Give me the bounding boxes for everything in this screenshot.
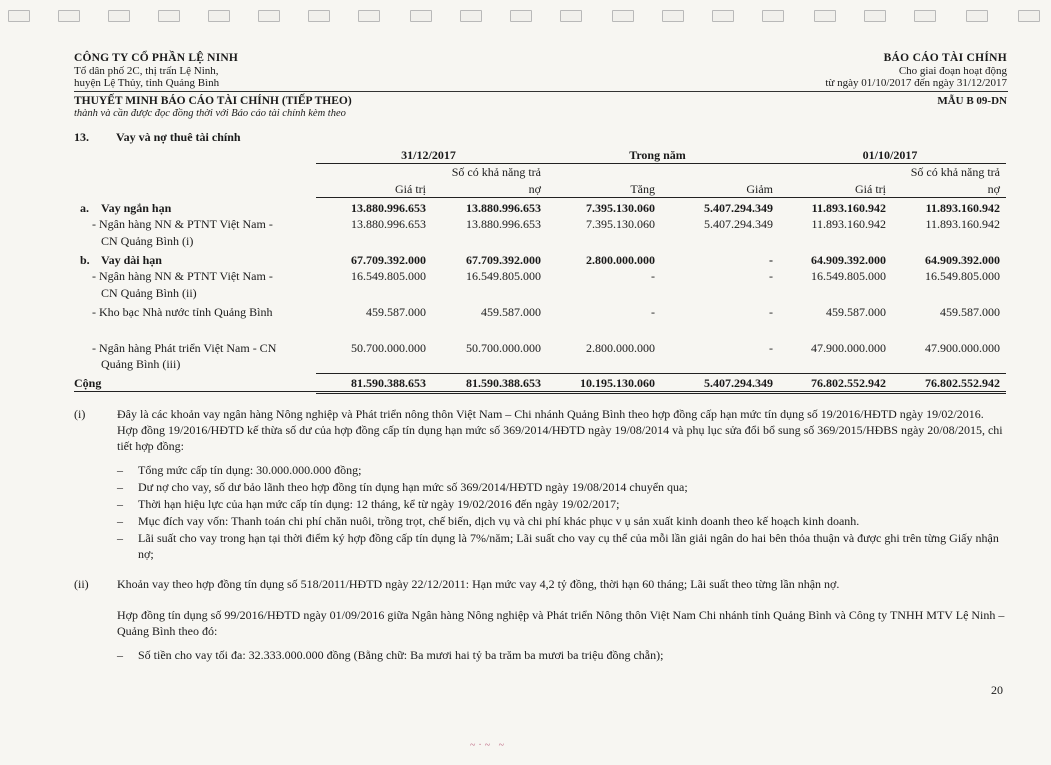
bullet: –: [117, 648, 123, 662]
note-bullet: Mục đích vay vốn: Thanh toán chi phí chăn nuôi, trồng trọt, chế biến, dịch vụ và chi phí khác phục v ụ sản xuất kinh doanh theo kế hoạch kinh doanh.: [138, 514, 860, 528]
cell: 13.880.996.653: [351, 201, 426, 215]
note-marker: (ii): [74, 577, 89, 591]
cell: 11.893.160.942: [925, 217, 1000, 231]
note-paragraph: Khoản vay theo hợp đồng tín dụng số 518/2011/HĐTD ngày 22/12/2011: Hạn mức vay 4,2 tỷ đồng, thời hạn 60 tháng; Lãi suất theo từng lần nhận nợ.: [117, 577, 840, 591]
total-label: Cộng: [74, 376, 102, 390]
cell: 13.880.996.653: [351, 217, 426, 231]
row-name: Quảng Bình (iii): [101, 357, 181, 371]
cell: 64.909.392.000: [811, 253, 886, 267]
row-label: a.: [80, 201, 89, 215]
company-address-1: Tổ dân phố 2C, thị trấn Lệ Ninh,: [74, 64, 219, 77]
cell: 47.900.000.000: [811, 341, 886, 355]
cell: 11.893.160.942: [811, 217, 886, 231]
cell: 16.549.805.000: [811, 269, 886, 283]
col-group-begin: 01/10/2017: [862, 148, 918, 162]
col-value-begin: Giá trị: [855, 182, 886, 196]
cell: 50.700.000.000: [351, 341, 426, 355]
total-rule-bottom-1: [74, 391, 1006, 392]
bullet: –: [117, 463, 123, 477]
note-bullet: Thời hạn hiệu lực của hạn mức cấp tín dụng: 12 tháng, kể từ ngày 19/02/2016 đến ngày 19/02/2017;: [138, 497, 620, 511]
total-rule-bottom-2: [316, 393, 1006, 394]
cell: 5.407.294.349: [704, 201, 773, 215]
bullet: –: [117, 531, 123, 545]
row-name: CN Quảng Bình (ii): [101, 286, 197, 300]
company-address-2: huyện Lệ Thủy, tỉnh Quảng Bình: [74, 77, 220, 89]
cell: 5.407.294.349: [704, 217, 773, 231]
col-group-during: Trong năm: [629, 148, 686, 162]
notes-subtitle: thành và cần được đọc đồng thời với Báo cáo tài chính kèm theo: [74, 108, 346, 119]
cell: 81.590.388.653: [466, 376, 541, 390]
row-name: - Ngân hàng NN & PTNT Việt Nam -: [92, 269, 273, 283]
row-name: - Kho bạc Nhà nước tỉnh Quảng Bình: [92, 305, 273, 319]
cell: 2.800.000.000: [586, 341, 655, 355]
bullet: –: [117, 480, 123, 494]
cell: -: [769, 341, 773, 355]
col-group-end: 31/12/2017: [401, 148, 456, 162]
cell: 16.549.805.000: [925, 269, 1000, 283]
cell: 16.549.805.000: [351, 269, 426, 283]
cell: -: [769, 305, 773, 319]
header-rule-top: [316, 163, 1006, 164]
col-repay-begin-2: nợ: [987, 182, 1000, 196]
cell: 81.590.388.653: [351, 376, 426, 390]
col-repay-1: Số có khả năng trả: [451, 165, 541, 179]
cell: 76.802.552.942: [925, 376, 1000, 390]
row-title: Vay ngắn hạn: [101, 201, 172, 215]
cell: 459.587.000: [366, 305, 426, 319]
form-code: MẪU B 09-DN: [937, 95, 1007, 107]
cell: 47.900.000.000: [925, 341, 1000, 355]
cell: -: [769, 253, 773, 267]
cell: 459.587.000: [481, 305, 541, 319]
cell: 13.880.996.653: [466, 217, 541, 231]
note-marker: (i): [74, 407, 86, 421]
note-bullet: Lãi suất cho vay trong hạn tại thời điểm ký hợp đồng cấp tín dụng là 7%/năm; Lãi suất cho vay cụ thể của mỗi lần giải ngân do hai bên thỏa thuận và được ghi trên từng Giấy nhận nợ;: [138, 531, 999, 561]
row-title: Vay dài hạn: [101, 253, 162, 267]
col-repay-2: nợ: [528, 182, 541, 196]
cell: 459.587.000: [826, 305, 886, 319]
cell: 16.549.805.000: [466, 269, 541, 283]
col-repay-begin-1: Số có khả năng trả: [910, 165, 1000, 179]
company-name: CÔNG TY CỔ PHẦN LỆ NINH: [74, 52, 239, 64]
cell: 67.709.392.000: [466, 253, 541, 267]
col-decrease: Giảm: [746, 182, 773, 196]
cell: 50.700.000.000: [466, 341, 541, 355]
cell: 2.800.000.000: [586, 253, 655, 267]
cell: 459.587.000: [940, 305, 1000, 319]
note-paragraph: Hợp đồng tín dụng số 99/2016/HĐTD ngày 01/09/2016 giữa Ngân hàng Nông nghiệp và Phát triển Nông thôn Việt Nam Chi nhánh tỉnh Quảng Bình và Công ty TNHH MTV Lệ Ninh – Quảng Bình theo đó:: [117, 608, 1005, 638]
cell: -: [769, 269, 773, 283]
section-number: 13.: [74, 130, 89, 144]
cell: 5.407.294.349: [704, 376, 773, 390]
col-value: Giá trị: [395, 182, 426, 196]
note-bullet: Dư nợ cho vay, số dư bảo lãnh theo hợp đồng tín dụng hạn mức số 369/2014/HĐTD ngày 19/08/2014 chuyển qua;: [138, 480, 688, 494]
cell: -: [651, 305, 655, 319]
scan-artifact: ~·~ ~: [470, 740, 508, 751]
cell: 67.709.392.000: [351, 253, 426, 267]
bullet: –: [117, 497, 123, 511]
row-name: - Ngân hàng Phát triển Việt Nam - CN: [92, 341, 277, 355]
header-rule-bottom: [316, 197, 1006, 198]
notes-title: THUYẾT MINH BÁO CÁO TÀI CHÍNH (TIẾP THEO): [74, 95, 352, 107]
cell: 7.395.130.060: [586, 201, 655, 215]
cell: -: [651, 269, 655, 283]
binder-strip: [0, 10, 1051, 24]
report-title: BÁO CÁO TÀI CHÍNH: [883, 52, 1007, 64]
report-header: [825, 52, 1007, 90]
cell: 7.395.130.060: [586, 217, 655, 231]
bullet: –: [117, 514, 123, 528]
note-bullet: Số tiền cho vay tối đa: 32.333.000.000 đồng (Bằng chữ: Ba mươi hai tỷ ba trăm ba mươi ba triệu đồng chẵn);: [138, 648, 664, 662]
cell: 11.893.160.942: [925, 201, 1000, 215]
header-divider: [74, 91, 1008, 92]
cell: 10.195.130.060: [580, 376, 655, 390]
col-increase: Tăng: [630, 182, 655, 196]
note-paragraph: Đây là các khoản vay ngân hàng Nông nghiệp và Phát triển nông thôn Việt Nam – Chi nhánh Quảng Bình theo hợp đồng cấp hạn mức tín dụng số 19/2016/HĐTD ngày 19/02/2016. Hợp đồng 19/2016/HĐTD kế thừa số dư của hợp đồng cấp tín dụng hạn mức số 369/2014/HĐTD ngày 19/08/2014 và phụ lục sửa đổi bổ sung số 369/2015/HĐBS ngày 20/08/2015, chi tiết hợp đồng:: [117, 407, 1003, 453]
row-name: - Ngân hàng NN & PTNT Việt Nam -: [92, 217, 273, 231]
cell: 11.893.160.942: [811, 201, 886, 215]
cell: 64.909.392.000: [925, 253, 1000, 267]
total-rule-top: [316, 373, 1006, 374]
section-title: Vay và nợ thuê tài chính: [116, 130, 241, 144]
cell: 13.880.996.653: [466, 201, 541, 215]
row-label: b.: [80, 253, 90, 267]
row-name: CN Quảng Bình (i): [101, 234, 194, 248]
note-bullet: Tổng mức cấp tín dụng: 30.000.000.000 đồng;: [138, 463, 362, 477]
report-period-1: Cho giai đoạn hoạt động: [898, 64, 1007, 77]
page-number: 20: [991, 683, 1003, 697]
cell: 76.802.552.942: [811, 376, 886, 390]
report-period-2: từ ngày 01/10/2017 đến ngày 31/12/2017: [825, 77, 1007, 89]
company-header: [74, 52, 238, 90]
